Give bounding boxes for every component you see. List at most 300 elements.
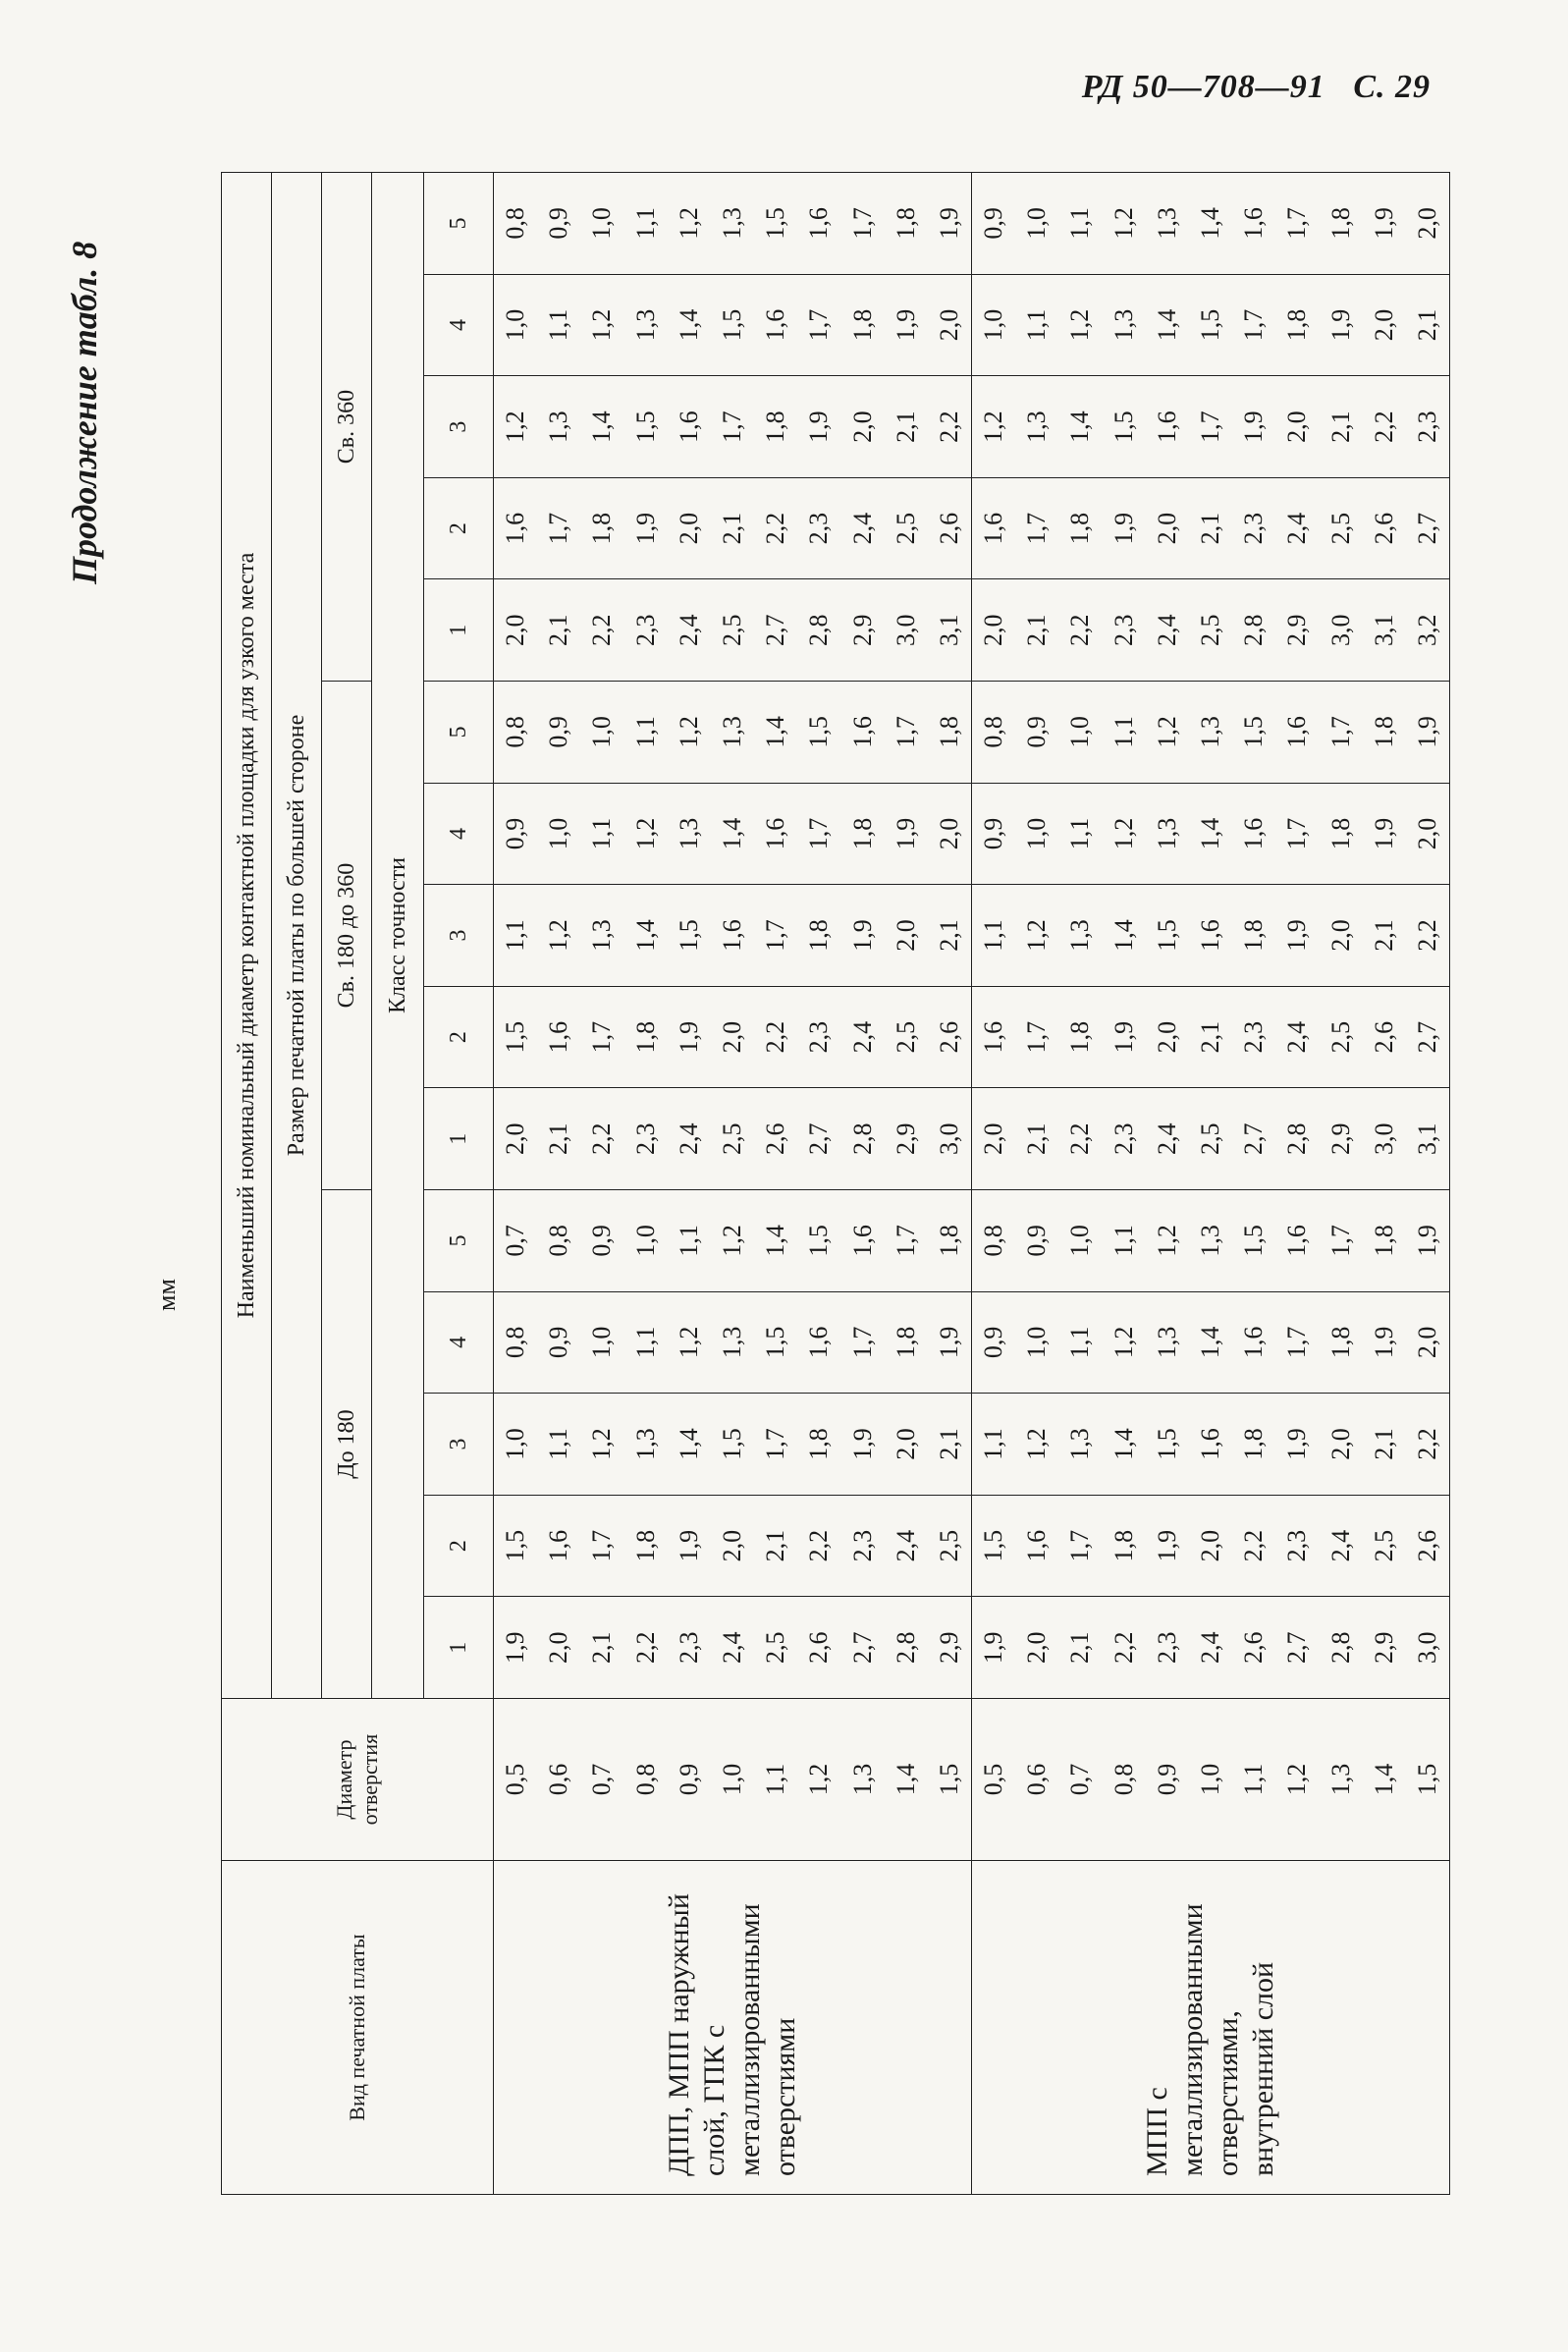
pad-diameter-cell xyxy=(494,783,972,885)
pad-diameter-value: 2,4 xyxy=(891,1529,920,1562)
pad-diameter-value: 2,8 xyxy=(1239,614,1269,647)
pad-diameter-value: 1,3 xyxy=(1152,207,1181,240)
pad-diameter-value: 2,7 xyxy=(761,614,790,647)
class-header-cell: 3 xyxy=(424,885,494,987)
pad-diameter-value: 1,8 xyxy=(630,1529,660,1562)
pad-diameter-value: 2,0 xyxy=(1412,207,1441,240)
pad-diameter-value: 1,6 xyxy=(1282,1225,1312,1257)
pad-diameter-value: 2,1 xyxy=(544,614,573,647)
pad-diameter-value: 2,3 xyxy=(1239,512,1269,545)
pad-diameter-value: 2,0 xyxy=(1325,1428,1355,1460)
pad-diameter-value: 1,3 xyxy=(1065,919,1095,952)
table-row xyxy=(972,173,1450,2195)
pad-diameter-value: 1,6 xyxy=(804,207,834,240)
pad-diameter-value: 0,9 xyxy=(1022,1225,1052,1257)
pad-diameter-value: 1,3 xyxy=(1022,410,1052,443)
col-header-main: Наименьший номинальный диаметр контактной площадки для узкого места xyxy=(222,173,272,1699)
pad-diameter-value: 1,6 xyxy=(1196,1428,1224,1460)
pad-diameter-value: 1,5 xyxy=(1152,919,1181,952)
pad-diameter-cell xyxy=(494,376,972,478)
pad-diameter-value: 1,5 xyxy=(979,1529,1008,1562)
class-header-cell: 4 xyxy=(424,783,494,885)
class-header-cell: 2 xyxy=(424,477,494,579)
hole-diameter-value: 1,0 xyxy=(717,1763,746,1796)
pad-diameter-cell xyxy=(972,1088,1450,1190)
pad-diameter-value: 2,1 xyxy=(1369,919,1398,952)
pad-diameter-cell xyxy=(972,986,1450,1088)
hole-diameter-value: 1,3 xyxy=(847,1763,877,1796)
pad-diameter-value: 1,2 xyxy=(1108,817,1138,850)
pad-diameter-value: 0,8 xyxy=(979,716,1008,748)
pad-diameter-value: 2,5 xyxy=(1196,614,1224,647)
class-header-cell: 1 xyxy=(424,1088,494,1190)
hole-diameter-value: 0,9 xyxy=(1152,1763,1181,1796)
pad-diameter-value: 2,0 xyxy=(847,410,877,443)
pad-diameter-value: 3,1 xyxy=(1412,1122,1441,1155)
pad-diameter-value: 2,1 xyxy=(934,1428,963,1460)
pad-diameter-value: 1,0 xyxy=(979,308,1008,342)
pad-diameter-value: 2,1 xyxy=(544,1122,573,1155)
pad-diameter-value: 0,8 xyxy=(501,1326,529,1359)
pad-diameter-value: 2,4 xyxy=(847,1020,877,1054)
hole-diameter-value: 0,8 xyxy=(1108,1763,1138,1796)
pad-diameter-value: 2,1 xyxy=(1369,1428,1398,1460)
pad-diameter-value: 2,4 xyxy=(674,614,703,647)
pad-diameter-value: 1,4 xyxy=(674,1428,703,1460)
pad-diameter-value: 0,9 xyxy=(501,817,529,850)
pad-diameter-value: 1,8 xyxy=(1239,919,1269,952)
pad-diameter-value: 1,8 xyxy=(891,1326,920,1359)
pad-diameter-value: 2,5 xyxy=(717,1122,746,1155)
pad-diameter-value: 2,8 xyxy=(847,1122,877,1155)
board-type-cell: ДПП, МПП наружный слой, ГПК с металлизированными отверстиями xyxy=(494,1861,972,2195)
pad-diameter-value: 2,2 xyxy=(1239,1529,1269,1562)
pad-diameter-value: 1,8 xyxy=(934,1225,963,1257)
hole-diameter-cell xyxy=(494,1699,972,1861)
pad-diameter-value: 1,8 xyxy=(761,410,790,443)
pad-diameter-value: 2,3 xyxy=(804,512,834,545)
pad-diameter-value: 1,8 xyxy=(1369,716,1398,748)
hole-diameter-value: 1,1 xyxy=(761,1763,790,1796)
pad-diameter-value: 2,0 xyxy=(544,1631,573,1664)
pad-diameter-cell xyxy=(972,579,1450,682)
pad-diameter-value: 2,0 xyxy=(979,1122,1008,1155)
pad-diameter-value: 1,7 xyxy=(544,512,573,545)
pad-diameter-value: 3,0 xyxy=(891,614,920,647)
class-header-cell: 5 xyxy=(424,173,494,275)
pad-diameter-value: 2,4 xyxy=(1282,512,1312,545)
pad-diameter-value: 2,0 xyxy=(891,1428,920,1460)
hole-diameter-value: 0,7 xyxy=(587,1763,617,1796)
pad-diameter-value: 1,1 xyxy=(674,1225,703,1257)
pad-diameter-value: 1,2 xyxy=(587,308,617,342)
group-header-0: До 180 xyxy=(322,1190,372,1699)
board-type-cell: МПП с металлизированными отверстиями, внутренний слой xyxy=(972,1861,1450,2195)
pad-diameter-value: 2,5 xyxy=(891,1020,920,1054)
pad-diameter-value: 2,7 xyxy=(847,1631,877,1664)
pad-diameter-value: 1,4 xyxy=(1196,207,1224,240)
pad-diameter-value: 1,0 xyxy=(1022,1326,1052,1359)
pad-diameter-value: 1,2 xyxy=(1022,1428,1052,1460)
pad-diameter-value: 1,6 xyxy=(717,919,746,952)
diameter-table xyxy=(221,172,1450,2195)
pad-diameter-cell xyxy=(972,783,1450,885)
hole-diameter-value: 0,9 xyxy=(674,1763,703,1796)
pad-diameter-value: 1,6 xyxy=(1239,1326,1269,1359)
pad-diameter-value: 1,2 xyxy=(1022,919,1052,952)
pad-diameter-value: 1,5 xyxy=(501,1529,529,1562)
hole-diameter-value: 1,5 xyxy=(934,1763,963,1796)
pad-diameter-value: 2,3 xyxy=(1412,410,1441,443)
hole-diameter-value: 1,4 xyxy=(891,1763,920,1796)
pad-diameter-value: 1,7 xyxy=(761,919,790,952)
pad-diameter-value: 2,4 xyxy=(674,1122,703,1155)
pad-diameter-value: 1,8 xyxy=(1108,1529,1138,1562)
pad-diameter-value: 1,3 xyxy=(717,1326,746,1359)
pad-diameter-cell xyxy=(494,173,972,275)
pad-diameter-value: 1,0 xyxy=(1022,817,1052,850)
pad-diameter-value: 2,6 xyxy=(761,1122,790,1155)
pad-diameter-value: 1,7 xyxy=(1282,207,1312,240)
pad-diameter-value: 1,9 xyxy=(979,1631,1008,1664)
pad-diameter-value: 1,1 xyxy=(544,1428,573,1460)
pad-diameter-value: 1,6 xyxy=(979,512,1008,545)
pad-diameter-value: 1,9 xyxy=(674,1529,703,1562)
pad-diameter-value: 2,6 xyxy=(804,1631,834,1664)
pad-diameter-value: 1,1 xyxy=(1065,1326,1095,1359)
pad-diameter-value: 1,6 xyxy=(1239,817,1269,850)
pad-diameter-value: 2,2 xyxy=(1412,1428,1441,1460)
pad-diameter-value: 2,4 xyxy=(1325,1529,1355,1562)
pad-diameter-value: 1,1 xyxy=(1108,716,1138,748)
pad-diameter-value: 1,0 xyxy=(544,817,573,850)
pad-diameter-value: 2,2 xyxy=(1369,410,1398,443)
pad-diameter-value: 1,5 xyxy=(1239,1225,1269,1257)
pad-diameter-cell xyxy=(494,274,972,376)
pad-diameter-value: 2,2 xyxy=(587,614,617,647)
pad-diameter-value: 1,0 xyxy=(501,1428,529,1460)
pad-diameter-value: 2,7 xyxy=(804,1122,834,1155)
pad-diameter-value: 2,2 xyxy=(1412,919,1441,952)
hole-diameter-value: 1,4 xyxy=(1369,1763,1398,1796)
pad-diameter-value: 1,3 xyxy=(1108,308,1138,342)
hole-diameter-value: 0,6 xyxy=(1022,1763,1052,1796)
col-header-size: Размер печатной платы по большей стороне xyxy=(272,173,322,1699)
pad-diameter-value: 1,3 xyxy=(587,919,617,952)
pad-diameter-value: 2,0 xyxy=(891,919,920,952)
pad-diameter-value: 2,5 xyxy=(761,1631,790,1664)
pad-diameter-value: 2,1 xyxy=(1022,1122,1052,1155)
pad-diameter-value: 1,4 xyxy=(674,308,703,342)
pad-diameter-value: 1,8 xyxy=(1065,1020,1095,1054)
pad-diameter-value: 1,9 xyxy=(1325,308,1355,342)
pad-diameter-cell xyxy=(494,1190,972,1292)
pad-diameter-value: 1,0 xyxy=(1065,1225,1095,1257)
pad-diameter-value: 1,4 xyxy=(1065,410,1095,443)
pad-diameter-cell xyxy=(494,1495,972,1597)
pad-diameter-value: 1,1 xyxy=(544,308,573,342)
pad-diameter-value: 1,4 xyxy=(761,1225,790,1257)
pad-diameter-value: 2,5 xyxy=(891,512,920,545)
pad-diameter-value: 1,0 xyxy=(630,1225,660,1257)
pad-diameter-value: 1,3 xyxy=(717,716,746,748)
pad-diameter-value: 1,3 xyxy=(1152,1326,1181,1359)
pad-diameter-value: 1,2 xyxy=(1152,716,1181,748)
pad-diameter-value: 2,0 xyxy=(1282,410,1312,443)
pad-diameter-value: 1,9 xyxy=(1369,207,1398,240)
pad-diameter-cell xyxy=(494,986,972,1088)
pad-diameter-value: 1,7 xyxy=(761,1428,790,1460)
hole-diameter-value: 1,2 xyxy=(804,1763,834,1796)
pad-diameter-value: 2,9 xyxy=(847,614,877,647)
pad-diameter-value: 2,2 xyxy=(804,1529,834,1562)
class-header-cell: 3 xyxy=(424,376,494,478)
hole-diameter-value: 1,5 xyxy=(1412,1763,1441,1796)
pad-diameter-value: 1,0 xyxy=(1065,716,1095,748)
pad-diameter-value: 1,0 xyxy=(587,1326,617,1359)
pad-diameter-value: 2,9 xyxy=(934,1631,963,1664)
class-header-cell: 2 xyxy=(424,1495,494,1597)
pad-diameter-value: 1,2 xyxy=(674,716,703,748)
hole-diameter-value: 0,5 xyxy=(501,1763,529,1796)
pad-diameter-value: 2,7 xyxy=(1412,1020,1441,1054)
pad-diameter-value: 1,5 xyxy=(1239,716,1269,748)
pad-diameter-value: 0,8 xyxy=(979,1225,1008,1257)
pad-diameter-value: 0,9 xyxy=(979,207,1008,240)
class-header-cell: 2 xyxy=(424,986,494,1088)
pad-diameter-value: 0,7 xyxy=(501,1225,529,1257)
pad-diameter-value: 1,6 xyxy=(1196,919,1224,952)
pad-diameter-value: 1,9 xyxy=(1282,919,1312,952)
pad-diameter-value: 1,6 xyxy=(761,817,790,850)
pad-diameter-value: 2,0 xyxy=(1152,1020,1181,1054)
pad-diameter-cell xyxy=(972,682,1450,784)
pad-diameter-value: 1,5 xyxy=(1196,308,1224,342)
pad-diameter-value: 0,9 xyxy=(587,1225,617,1257)
pad-diameter-value: 1,7 xyxy=(587,1020,617,1054)
continuation-title: Продолжение табл. 8 xyxy=(65,241,104,584)
pad-diameter-value: 2,3 xyxy=(1152,1631,1181,1664)
pad-diameter-value: 1,9 xyxy=(804,410,834,443)
pad-diameter-value: 1,5 xyxy=(804,716,834,748)
pad-diameter-cell xyxy=(972,1190,1450,1292)
pad-diameter-value: 3,0 xyxy=(1369,1122,1398,1155)
pad-diameter-value: 3,1 xyxy=(934,614,963,647)
pad-diameter-value: 2,1 xyxy=(1065,1631,1095,1664)
pad-diameter-value: 1,7 xyxy=(717,410,746,443)
pad-diameter-value: 1,9 xyxy=(891,308,920,342)
class-header-cell: 4 xyxy=(424,1291,494,1394)
page-number: С. 29 xyxy=(1353,69,1431,105)
pad-diameter-value: 1,5 xyxy=(717,308,746,342)
pad-diameter-value: 1,8 xyxy=(804,919,834,952)
pad-diameter-value: 1,4 xyxy=(1108,919,1138,952)
pad-diameter-value: 1,2 xyxy=(544,919,573,952)
pad-diameter-value: 1,7 xyxy=(804,817,834,850)
pad-diameter-cell xyxy=(494,1597,972,1699)
pad-diameter-value: 1,5 xyxy=(804,1225,834,1257)
pad-diameter-value: 1,8 xyxy=(1369,1225,1398,1257)
pad-diameter-value: 3,2 xyxy=(1412,614,1441,647)
col-header-accuracy: Класс точности xyxy=(372,173,424,1699)
pad-diameter-value: 2,9 xyxy=(1325,1122,1355,1155)
pad-diameter-value: 1,2 xyxy=(674,207,703,240)
pad-diameter-value: 1,2 xyxy=(1152,1225,1181,1257)
pad-diameter-value: 1,7 xyxy=(891,1225,920,1257)
pad-diameter-cell xyxy=(494,579,972,682)
pad-diameter-cell xyxy=(972,1291,1450,1394)
pad-diameter-value: 1,9 xyxy=(1412,1225,1441,1257)
pad-diameter-value: 1,6 xyxy=(544,1529,573,1562)
pad-diameter-value: 1,5 xyxy=(1108,410,1138,443)
pad-diameter-value: 1,0 xyxy=(587,207,617,240)
pad-diameter-value: 1,9 xyxy=(1239,410,1269,443)
pad-diameter-value: 1,4 xyxy=(761,716,790,748)
pad-diameter-value: 2,5 xyxy=(717,614,746,647)
pad-diameter-value: 1,2 xyxy=(630,817,660,850)
pad-diameter-value: 2,0 xyxy=(1022,1631,1052,1664)
pad-diameter-value: 1,2 xyxy=(1065,308,1095,342)
pad-diameter-value: 1,0 xyxy=(587,716,617,748)
pad-diameter-value: 0,8 xyxy=(544,1225,573,1257)
pad-diameter-value: 2,0 xyxy=(934,817,963,850)
pad-diameter-cell xyxy=(972,1495,1450,1597)
pad-diameter-cell xyxy=(494,1088,972,1190)
pad-diameter-value: 1,6 xyxy=(544,1020,573,1054)
pad-diameter-value: 1,3 xyxy=(630,1428,660,1460)
class-header-cell: 3 xyxy=(424,1394,494,1496)
pad-diameter-value: 0,8 xyxy=(501,207,529,240)
pad-diameter-value: 1,0 xyxy=(501,308,529,342)
pad-diameter-value: 2,0 xyxy=(1412,817,1441,850)
pad-diameter-value: 1,1 xyxy=(1108,1225,1138,1257)
pad-diameter-value: 1,5 xyxy=(761,207,790,240)
pad-diameter-value: 1,4 xyxy=(717,817,746,850)
pad-diameter-value: 2,4 xyxy=(847,512,877,545)
class-header-cell: 1 xyxy=(424,579,494,682)
pad-diameter-cell xyxy=(972,274,1450,376)
pad-diameter-value: 1,9 xyxy=(1108,512,1138,545)
pad-diameter-cell xyxy=(494,1291,972,1394)
pad-diameter-value: 2,2 xyxy=(1108,1631,1138,1664)
pad-diameter-value: 1,9 xyxy=(847,919,877,952)
pad-diameter-value: 1,8 xyxy=(847,308,877,342)
pad-diameter-value: 1,7 xyxy=(1196,410,1224,443)
col-header-vid: Вид печатной платы xyxy=(222,1861,494,2195)
pad-diameter-value: 1,9 xyxy=(1412,716,1441,748)
pad-diameter-value: 1,9 xyxy=(891,817,920,850)
pad-diameter-value: 0,9 xyxy=(979,1326,1008,1359)
pad-diameter-value: 1,6 xyxy=(1022,1529,1052,1562)
pad-diameter-value: 1,1 xyxy=(587,817,617,850)
pad-diameter-value: 1,1 xyxy=(1022,308,1052,342)
pad-diameter-value: 2,0 xyxy=(1152,512,1181,545)
pad-diameter-value: 1,9 xyxy=(934,1326,963,1359)
hole-diameter-value: 1,1 xyxy=(1239,1763,1269,1796)
pad-diameter-value: 1,1 xyxy=(1065,207,1095,240)
pad-diameter-value: 3,0 xyxy=(1412,1631,1441,1664)
pad-diameter-value: 2,9 xyxy=(1282,614,1312,647)
pad-diameter-value: 1,7 xyxy=(847,1326,877,1359)
pad-diameter-value: 1,8 xyxy=(934,716,963,748)
pad-diameter-cell xyxy=(494,885,972,987)
pad-diameter-value: 2,6 xyxy=(1369,1020,1398,1054)
pad-diameter-value: 2,6 xyxy=(934,512,963,545)
pad-diameter-value: 1,4 xyxy=(1196,817,1224,850)
pad-diameter-value: 2,7 xyxy=(1412,512,1441,545)
pad-diameter-value: 1,9 xyxy=(1152,1529,1181,1562)
pad-diameter-value: 1,9 xyxy=(1369,817,1398,850)
pad-diameter-value: 1,2 xyxy=(674,1326,703,1359)
pad-diameter-value: 1,7 xyxy=(1065,1529,1095,1562)
pad-diameter-value: 2,3 xyxy=(1108,614,1138,647)
class-header-cell: 5 xyxy=(424,682,494,784)
hole-diameter-cell xyxy=(972,1699,1450,1861)
pad-diameter-value: 1,2 xyxy=(1108,1326,1138,1359)
pad-diameter-value: 2,6 xyxy=(1412,1529,1441,1562)
pad-diameter-value: 1,8 xyxy=(1065,512,1095,545)
hole-diameter-value: 0,8 xyxy=(630,1763,660,1796)
pad-diameter-value: 0,9 xyxy=(544,1326,573,1359)
pad-diameter-value: 2,2 xyxy=(630,1631,660,1664)
pad-diameter-value: 1,1 xyxy=(979,919,1008,952)
pad-diameter-value: 2,6 xyxy=(1239,1631,1269,1664)
pad-diameter-value: 1,7 xyxy=(587,1529,617,1562)
pad-diameter-value: 1,7 xyxy=(847,207,877,240)
pad-diameter-value: 2,0 xyxy=(501,614,529,647)
pad-diameter-value: 1,8 xyxy=(1325,207,1355,240)
pad-diameter-value: 1,9 xyxy=(934,207,963,240)
rotated-table-area xyxy=(54,133,1441,2195)
pad-diameter-cell xyxy=(972,173,1450,275)
pad-diameter-value: 2,4 xyxy=(1152,1122,1181,1155)
pad-diameter-value: 2,2 xyxy=(761,1020,790,1054)
col-header-diam: Диаметр отверстия xyxy=(222,1699,494,1861)
pad-diameter-value: 1,3 xyxy=(1196,716,1224,748)
pad-diameter-value: 0,9 xyxy=(979,817,1008,850)
pad-diameter-value: 2,0 xyxy=(674,512,703,545)
pad-diameter-value: 2,5 xyxy=(1325,512,1355,545)
class-header-cell: 1 xyxy=(424,1597,494,1699)
pad-diameter-value: 2,6 xyxy=(934,1020,963,1054)
pad-diameter-value: 1,8 xyxy=(1282,308,1312,342)
pad-diameter-value: 1,7 xyxy=(1282,817,1312,850)
pad-diameter-value: 2,1 xyxy=(587,1631,617,1664)
pad-diameter-value: 2,2 xyxy=(587,1122,617,1155)
pad-diameter-value: 1,6 xyxy=(761,308,790,342)
pad-diameter-value: 2,1 xyxy=(1412,308,1441,342)
pad-diameter-value: 2,3 xyxy=(674,1631,703,1664)
pad-diameter-value: 2,4 xyxy=(1196,1631,1224,1664)
pad-diameter-value: 1,5 xyxy=(630,410,660,443)
pad-diameter-value: 1,6 xyxy=(501,512,529,545)
pad-diameter-cell xyxy=(972,1394,1450,1496)
pad-diameter-value: 1,8 xyxy=(847,817,877,850)
pad-diameter-value: 1,7 xyxy=(804,308,834,342)
pad-diameter-value: 1,3 xyxy=(717,207,746,240)
pad-diameter-value: 1,0 xyxy=(1022,207,1052,240)
pad-diameter-value: 0,9 xyxy=(544,207,573,240)
pad-diameter-value: 2,6 xyxy=(1369,512,1398,545)
pad-diameter-value: 1,6 xyxy=(1152,410,1181,443)
pad-diameter-value: 1,9 xyxy=(1108,1020,1138,1054)
pad-diameter-value: 2,8 xyxy=(1282,1122,1312,1155)
pad-diameter-value: 1,5 xyxy=(761,1326,790,1359)
pad-diameter-value: 1,7 xyxy=(1239,308,1269,342)
pad-diameter-value: 1,5 xyxy=(674,919,703,952)
pad-diameter-value: 2,0 xyxy=(1412,1326,1441,1359)
pad-diameter-value: 0,8 xyxy=(501,716,529,748)
